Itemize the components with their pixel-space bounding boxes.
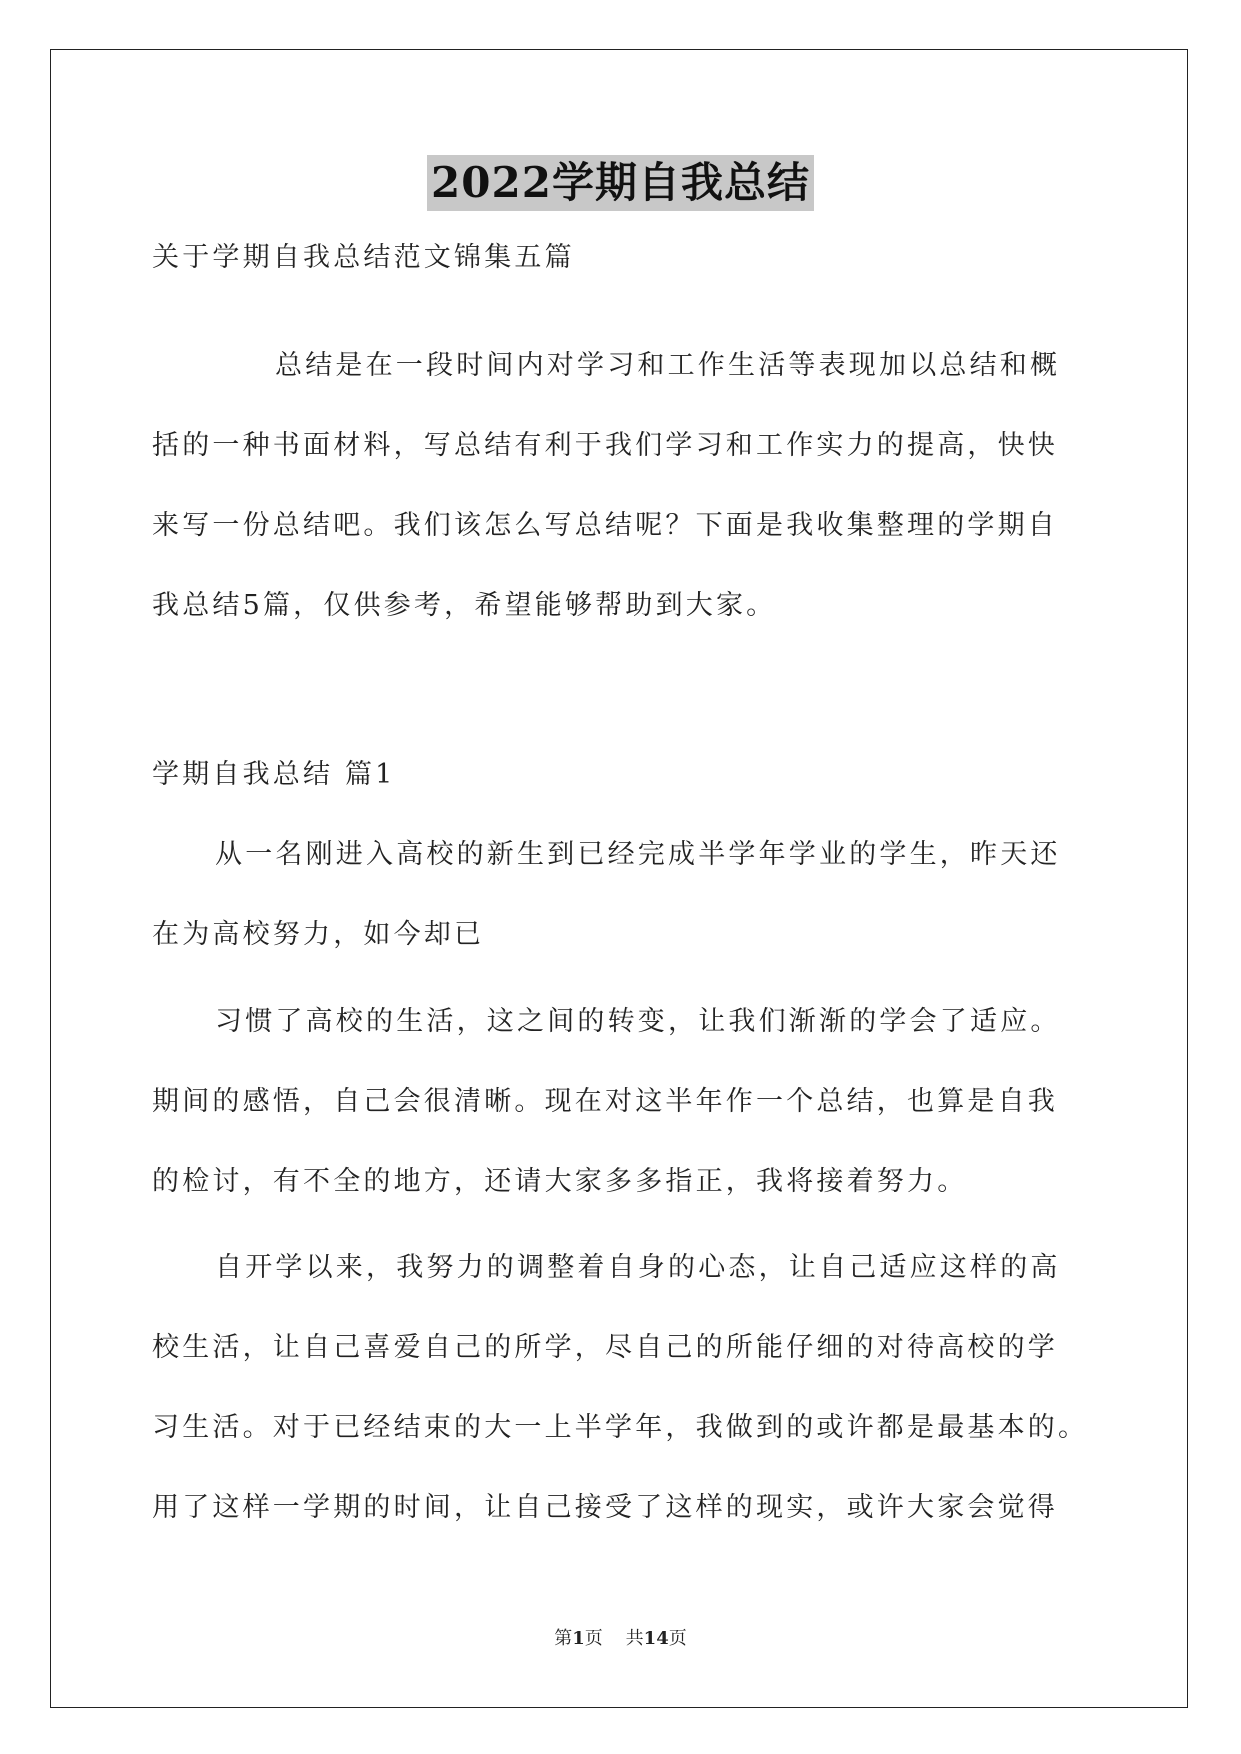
- document-title: 2022学期自我总结: [427, 155, 814, 211]
- footer-total-pages: 14: [643, 1628, 669, 1649]
- intro-line: 来写一份总结吧。我们该怎么写总结呢？下面是我收集整理的学期自: [152, 510, 1058, 541]
- body-line: 的检讨，有不全的地方，还请大家多多指正，我将接着努力。: [152, 1166, 968, 1197]
- body-line: 用了这样一学期的时间，让自己接受了这样的现实，或许大家会觉得: [152, 1492, 1058, 1523]
- document-subtitle: 关于学期自我总结范文锦集五篇: [152, 242, 575, 273]
- body-line: 校生活，让自己喜爱自己的所学，尽自己的所能仔细的对待高校的学: [152, 1332, 1058, 1363]
- section-heading: 学期自我总结 篇1: [152, 759, 396, 790]
- footer-total-suffix: 页: [668, 1628, 687, 1649]
- footer-page-number: 1: [572, 1628, 585, 1649]
- title-block: [0, 155, 1241, 211]
- footer-page-prefix: 第: [554, 1628, 573, 1649]
- page-border: [50, 49, 1188, 1708]
- intro-line: 我总结5篇，仅供参考，希望能够帮助到大家。: [152, 590, 777, 621]
- body-line: 自开学以来，我努力的调整着自身的心态，让自己适应这样的高: [215, 1252, 1061, 1283]
- body-line: 习惯了高校的生活，这之间的转变，让我们渐渐的学会了适应。: [215, 1006, 1061, 1037]
- footer-total-prefix: 共: [625, 1628, 644, 1649]
- body-line: 从一名刚进入高校的新生到已经完成半学年学业的学生，昨天还: [215, 839, 1061, 870]
- intro-line: 括的一种书面材料，写总结有利于我们学习和工作实力的提高，快快: [152, 430, 1058, 461]
- footer-page-suffix: 页: [584, 1628, 603, 1649]
- intro-line: 总结是在一段时间内对学习和工作生活等表现加以总结和概: [275, 350, 1061, 381]
- body-line: 期间的感悟，自己会很清晰。现在对这半年作一个总结，也算是自我: [152, 1086, 1058, 1117]
- page-footer: [0, 1627, 1241, 1651]
- body-line: 习生活。对于已经结束的大一上半学年，我做到的或许都是最基本的。: [152, 1412, 1089, 1443]
- body-line: 在为高校努力，如今却已: [152, 919, 485, 950]
